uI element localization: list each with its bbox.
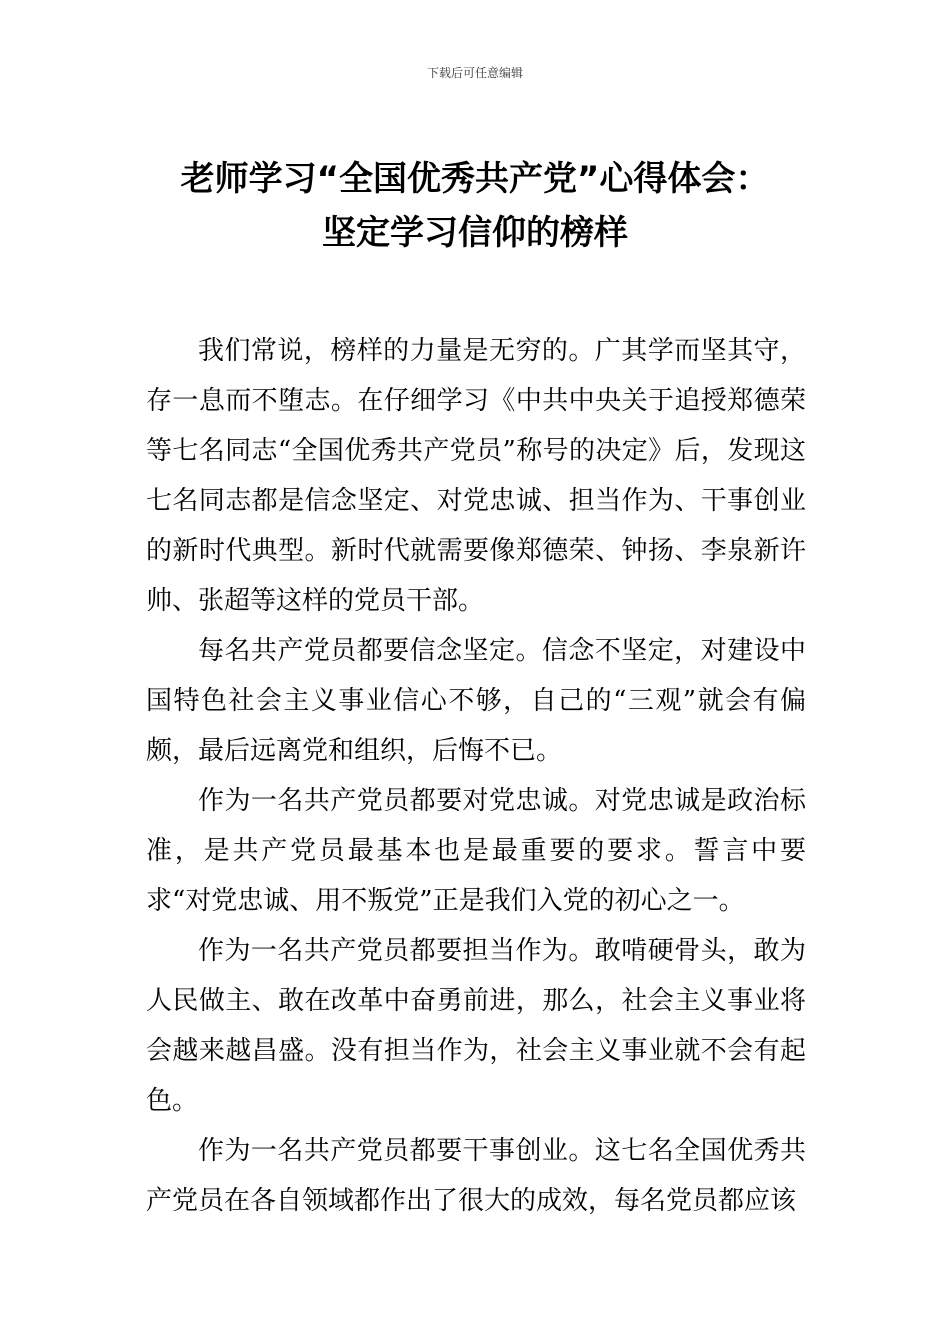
document-title (100, 152, 850, 260)
paragraph-4: 作为一名共产党员都要担当作为。敢啃硬骨头，敢为人民做主、敢在改革中奋勇前进，那么，社会主义事业将会越来越昌盛。没有担当作为，社会主义事业就不会有起色。 (146, 936, 806, 1116)
paragraph-2: 每名共产党员都要信念坚定。信念不坚定，对建设中国特色社会主义事业信心不够，自己的“三观”就会有偏颇，最后远离党和组织，后悔不已。 (146, 636, 806, 766)
paragraph-1: 我们常说，榜样的力量是无穷的。广其学而坚其守，存一息而不堕志。在仔细学习《中共中央关于追授郑德荣等七名同志“全国优秀共产党员”称号的决定》后，发现这七名同志都是信念坚定、对党忠诚、担当作为、干事创业的新时代典型。新时代就需要像郑德荣、钟扬、李泉新许帅、张超等这样的党员干部。 (146, 336, 806, 616)
document-body (146, 326, 806, 1226)
title-line-2: 坚定学习信仰的榜样 (322, 213, 628, 253)
header-note: 下载后可任意编辑 (426, 66, 523, 80)
paragraph-3: 作为一名共产党员都要对党忠诚。对党忠诚是政治标准，是共产党员最基本也是最重要的要求。誓言中要求“对党忠诚、用不叛党”正是我们入党的初心之一。 (146, 786, 806, 916)
paragraph-5: 作为一名共产党员都要干事创业。这七名全国优秀共产党员在各自领域都作出了很大的成效，每名党员都应该 (146, 1136, 806, 1216)
title-line-1: 老师学习“全国优秀共产党”心得体会： (180, 159, 770, 199)
